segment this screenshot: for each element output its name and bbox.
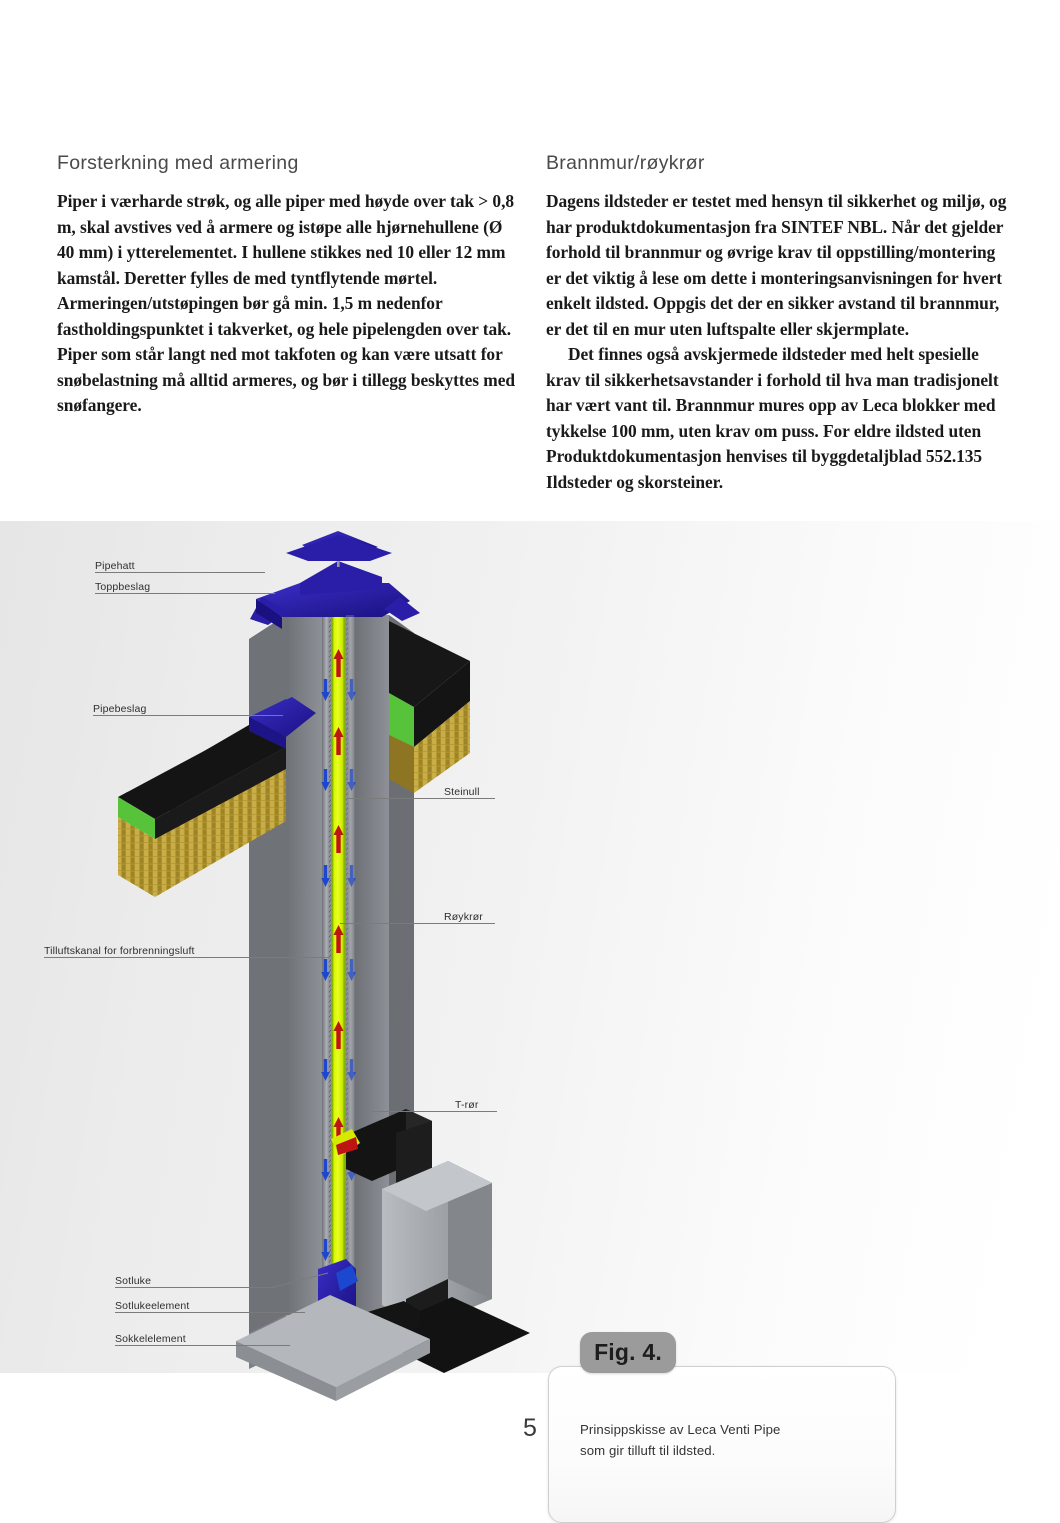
label-t-ror: T-rør: [455, 1099, 479, 1111]
text-columns: [57, 152, 1007, 495]
label-sokkelelement: Sokkelelement: [115, 1333, 186, 1345]
label-pipehatt: Pipehatt: [95, 560, 135, 572]
flue-pipe: [331, 593, 346, 1335]
figure-caption-card: [548, 1366, 896, 1523]
body-forsterkning: Piper i værharde strøk, og alle piper med høyde over tak > 0,8 m, skal avstives ved å armere og istøpe alle hjørnehullene (Ø 40 mm) i ytterelementet. I hullene stikkes ned 10 eller 12 mm kamstål. Deretter fylles de med tyntflytende mørtel. Armeringen/utstøpingen bør gå min. 1,5 m nedenfor fastholdingspunktet i takverket, og hele pipelengden over tak. Piper som står langt ned mot takfoten og kan være utsatt for snøbelastning må alltid armeres, og bør i tillegg beskyttes med snøfangere.: [57, 191, 516, 416]
caption-line-1: Prinsippskisse av Leca Venti Pipe: [580, 1422, 781, 1437]
leader-tilluftskanal: [44, 957, 329, 958]
leader-pipehatt: [95, 572, 265, 573]
leader-sotluke: [115, 1287, 275, 1288]
figure-panel: [0, 521, 1060, 1459]
column-left: [57, 152, 518, 495]
label-sotluke: Sotluke: [115, 1275, 152, 1287]
leader-sotlukeelement: [115, 1312, 305, 1313]
label-roykror: Røykrør: [444, 911, 483, 923]
label-toppbeslag: Toppbeslag: [95, 581, 151, 593]
figure-number-badge: Fig. 4.: [580, 1332, 676, 1373]
pipehatt-cap: [286, 531, 392, 595]
heading-brannmur: Brannmur/røykrør: [546, 152, 705, 174]
label-pipebeslag: Pipebeslag: [93, 703, 147, 715]
leader-toppbeslag: [95, 593, 275, 594]
body-brannmur-2: Det finnes også avskjermede ildsteder med helt spesielle krav til sikkerhetsavstander i forhold til hva man tradisjonelt har vært vant til. Brannmur mures opp av Leca blokker med tykkelse 100 mm, uten krav om puss. For eldre ildsted uten Produktdokumentasjon henvises til byggdetaljblad 552.135 Ildsteder og skorsteiner.: [546, 344, 999, 492]
steinull-layer: [346, 615, 354, 1331]
column-right: [546, 152, 1007, 495]
page-number: 5: [523, 1414, 537, 1442]
label-sotlukeelement: Sotlukeelement: [115, 1300, 190, 1312]
leader-sokkelelement: [115, 1345, 290, 1346]
body-brannmur-1: Dagens ildsteder er testet med hensyn til sikkerhet og miljø, og har produktdokumentasjon fra SINTEF NBL. Når det gjelder forhold til brannmur og øvrige krav til oppstilling/montering er det viktig å lese om dette i monteringsanvisningen for hvert enkelt ildsted. Oppgis det der en sikker avstand til brannmur, er det til en mur uten luftspalte eller skjermplate.: [546, 191, 1007, 339]
heading-forsterkning: Forsterkning med armering: [57, 152, 299, 174]
leader-steinull: [347, 798, 495, 799]
label-steinull: Steinull: [444, 786, 480, 798]
roof-slab-upper: [389, 621, 470, 793]
leader-pipebeslag: [93, 715, 283, 716]
label-tilluftskanal: Tilluftskanal for forbrenningsluft: [44, 945, 195, 957]
leader-t-ror: [372, 1111, 497, 1112]
caption-line-2: som gir tilluft til ildsted.: [580, 1443, 716, 1459]
leader-roykror: [340, 923, 495, 924]
leader-sotluke-diagonal: [272, 1267, 332, 1301]
